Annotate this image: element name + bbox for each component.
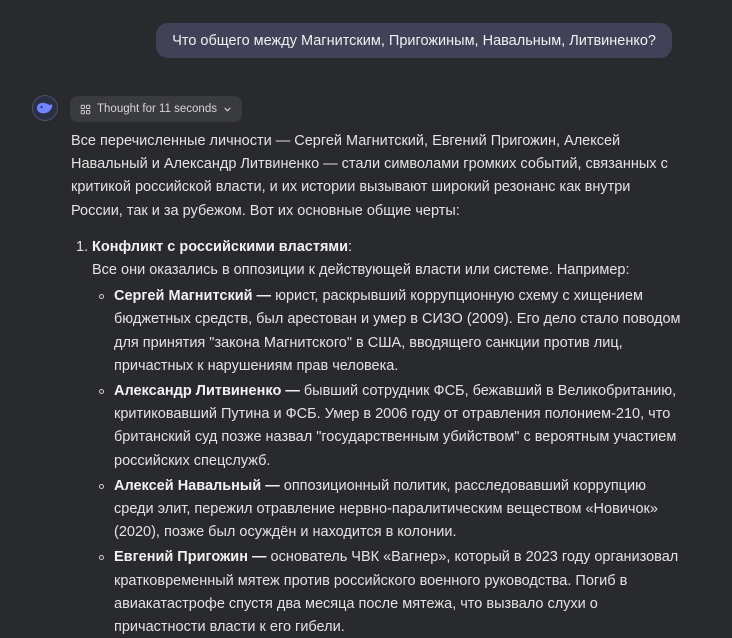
user-message-bubble <box>156 23 672 58</box>
point-heading <box>92 236 686 259</box>
thought-label: Thought for 11 seconds <box>97 103 217 115</box>
atom-icon <box>80 104 91 115</box>
sub-item-name: Сергей Магнитский — <box>114 288 272 305</box>
whale-icon <box>36 101 54 115</box>
sub-item-litvinenko <box>92 380 686 473</box>
bullet-icon <box>99 484 104 489</box>
sub-item-text: бывший сотрудник ФСБ, бежавший в Великобританию, критиковавший Путина и ФСБ. Умер в 2006 году от отравления полонием-210, что британский суд позже назвал "государственным убийством" с вероятным участием российских спецслужб. <box>114 383 677 469</box>
bullet-icon <box>99 555 104 560</box>
point-number: 1. <box>76 238 89 255</box>
sub-item-name: Александр Литвиненко — <box>114 383 300 400</box>
bullet-icon <box>99 389 104 394</box>
chevron-down-icon <box>223 105 232 114</box>
point-title: Конфликт с российскими властями <box>92 238 349 255</box>
user-message-text: Что общего между Магнитским, Пригожиным, Навальным, Литвиненко? <box>172 32 656 49</box>
point-text: Все они оказались в оппозиции к действующей власти или системе. Например: <box>92 262 630 279</box>
sub-item-text: оппозиционный политик, расследовавший коррупцию среди элит, пережил отравление нервно-паралитическим веществом «Новичок» (2020), позже был осуждён и находится в колонии. <box>114 477 658 541</box>
assistant-answer <box>71 130 686 638</box>
sub-item-navalny <box>92 475 686 545</box>
sub-item-text: юрист, раскрывший коррупционную схему с хищением бюджетных средств, был арестован и умер в СИЗО (2009). Его дело стало поводом для принятия "закона Магнитского" в США, вводящего санкции против лиц, причастных к нарушениям прав человека. <box>114 288 681 374</box>
sub-list <box>92 285 686 638</box>
point-title-suffix: : <box>348 238 353 255</box>
thought-toggle-button[interactable] <box>70 96 242 122</box>
assistant-avatar <box>32 95 58 121</box>
sub-item-name: Евгений Пригожин — <box>114 549 267 566</box>
bullet-icon <box>99 294 104 299</box>
sub-item-name: Алексей Навальный — <box>114 477 280 494</box>
sub-item-text: основатель ЧВК «Вагнер», который в 2023 году организовал кратковременный мятеж против российского военного руководства. Погиб в авиакатастрофе спустя два месяца после мятежа, что вызвало слухи о причастности власти к его гибели. <box>114 549 679 636</box>
sub-item-magnitsky <box>92 285 686 378</box>
answer-intro: Все перечисленные личности — Сергей Магнитский, Евгений Пригожин, Алексей Навальный и Александр Литвиненко — стали символами громких событий, связанных с критикой российской власти, и их истории вызывают широкий резонанс как внутри России, так и за рубежом. Вот их основные общие черты: <box>71 133 668 219</box>
points-list <box>71 236 686 638</box>
sub-item-prigozhin <box>92 546 686 638</box>
point-item <box>71 236 686 638</box>
